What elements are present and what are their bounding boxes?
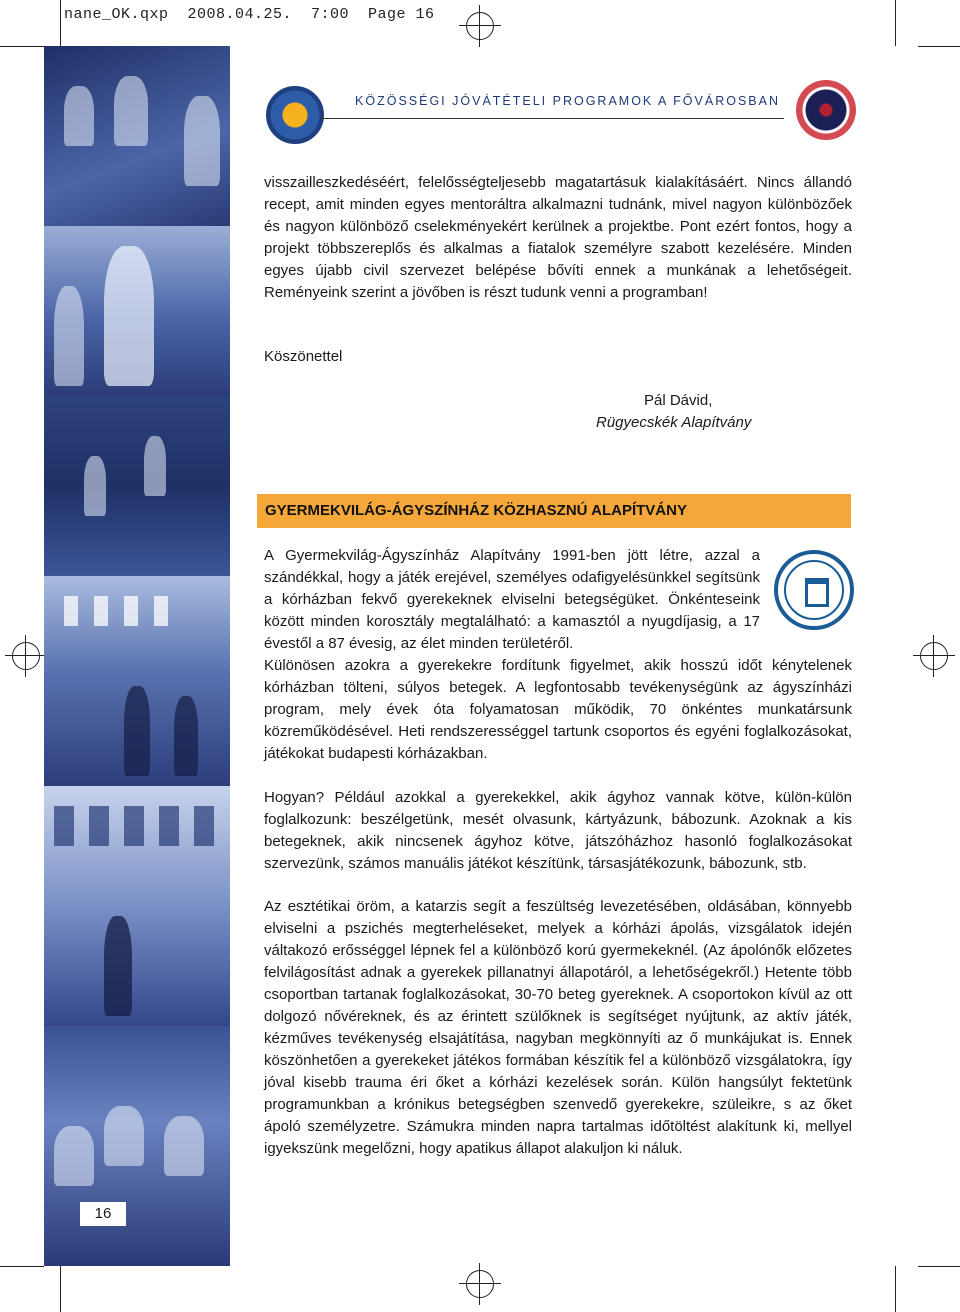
crop-mark (60, 1266, 61, 1312)
print-slug: nane_OK.qxp 2008.04.25. 7:00 Page 16 (64, 6, 435, 23)
section-text-2: Különösen azokra a gyerekekre fordítunk figyelmet, akik hosszú időt kénytelenek kórházban tölteni, súlyos betegek. A legfontosabb tevékenységünk az ágyszínházi program, mely évek óta folyamatosan működik, 70 önkéntes munkatársunk közreműködésével. Heti rendszerességgel tartunk csoportos és egyéni foglalkozásokat, játékokat budapesti kórházakban. (264, 657, 852, 762)
intro-paragraph: visszailleszkedéséért, felelősségteljesebb magatartásuk kialakításáért. Nincs állandó recept, amit minden egyes mentoráltra alkalmazni tudnánk, mivel nagyon különbözőek és nagyon különböző cselekményekért kerülnek a projektbe. Pont ezért fontos, hogy a projekt többszereplős és alkalmas a fiatalok személyre szabott kezelésére. Minden egyes újabb civil szervezet belépése bővíti ennek a munkának a lehetőségeit. Reményeink szerint a jövőben is részt tudunk venni a programban! (264, 174, 852, 301)
crop-mark (60, 0, 61, 46)
header-rule (320, 118, 784, 119)
section-text-4: Az esztétikai öröm, a katarzis segít a feszültség levezetésében, oldásában, könnyebb elviselni a pszichés megterheléseket, melyek a kórházi ápolás, vizsgálatok idején váltakozó erősséggel lépnek fel a különböző korú gyermekeknél. (Az ápolónők előzetes felvilágosítást adnak a gyerekek pillanatnyi állapotáról, a lehetőségekről.) Hetente több csoportban tartanak foglalkozásokat, 30-70 beteg gyereknek. A csoportokon kívül az ott dolgozó nővéreknek, és az érintett szülőknek is segítséget nyújtunk, az aktív játék, kézműves tevékenység elsajátítása, nagyban megkönnyíti az ő munkájukat is. Ennek köszönhetően a gyerekeket játékos formában készítik fel a különböző vizsgálatokra, így jóval kisebb trauma éri őket a kórházi kezelések során. Külön hangsúlyt fektetünk programunkban a krónikus betegségben szenvedő gyerekekre, szüleikre, s az őket ápoló személyzetre. Számukra minden napra tartalmas időtöltést alakítunk ki, mellyel igyekszünk megelőzni, hogy apatikus állapot alakuljon ki náluk. (264, 898, 852, 1157)
signature-org: Rügyecskék Alapítvány (596, 414, 752, 431)
section-paragraph-1 (264, 545, 760, 655)
registration-mark-icon (920, 642, 948, 670)
photo-group-indoor (44, 46, 230, 226)
photo-students-standing (44, 226, 230, 396)
registration-mark-icon (466, 1270, 494, 1298)
thanks-line: Köszönettel (264, 348, 343, 365)
section-paragraph-2 (264, 655, 852, 765)
photo-park (44, 396, 230, 576)
crop-mark (0, 46, 44, 47)
crop-mark (895, 1266, 896, 1312)
section-paragraph-4 (264, 896, 852, 1160)
section-text-3: Hogyan? Például azokkal a gyerekekkel, akik ágyhoz vannak kötve, külön-külön foglalkozunk: beszélgetünk, mesét olvasunk, kártyázunk, bábozunk. Azoknak a kis betegeknek, akik nincsenek ágyhoz kötve, játszóházhoz hasonló foglalkozásokat szervezünk, számos manuális játékot készítünk, társasjátékozunk, bábozunk, stb. (264, 789, 852, 872)
intro-text (264, 172, 852, 304)
signature-name: Pál Dávid, (644, 392, 713, 409)
registration-mark-icon (466, 12, 494, 40)
crop-mark (918, 46, 960, 47)
photo-street-walkers (44, 576, 230, 786)
photo-collage (44, 46, 230, 1266)
section-text-1: A Gyermekvilág-Ágyszínház Alapítvány 1991-ben jött létre, azzal a szándékkal, hogy a játék erejével, személyes odafigyelésünkkel segítsünk a kórházban fekvő gyerekeknek elviselni betegségüket. Önkénteseink között minden korosztály megtalálható: a kamasztól a nyugdíjasig, a 17 évestől a 87 évesig, az élet minden területéről. (264, 547, 760, 652)
section-paragraph-3 (264, 787, 852, 875)
photo-group-portrait (44, 1026, 230, 1266)
registration-mark-icon (12, 642, 40, 670)
foundation-stamp-icon (774, 550, 854, 630)
page-number: 16 (80, 1202, 126, 1226)
section-heading: GYERMEKVILÁG-ÁGYSZÍNHÁZ KÖZHASZNÚ ALAPÍTVÁNY (257, 494, 851, 528)
ministry-seal-icon (796, 80, 856, 140)
photo-building (44, 786, 230, 1026)
running-header-title: KÖZÖSSÉGI JÓVÁTÉTELI PROGRAMOK A FŐVÁROSBAN (355, 94, 780, 108)
crop-mark (895, 0, 896, 46)
thanks-block (264, 346, 852, 368)
crop-mark (918, 1266, 960, 1267)
crop-mark (0, 1266, 44, 1267)
